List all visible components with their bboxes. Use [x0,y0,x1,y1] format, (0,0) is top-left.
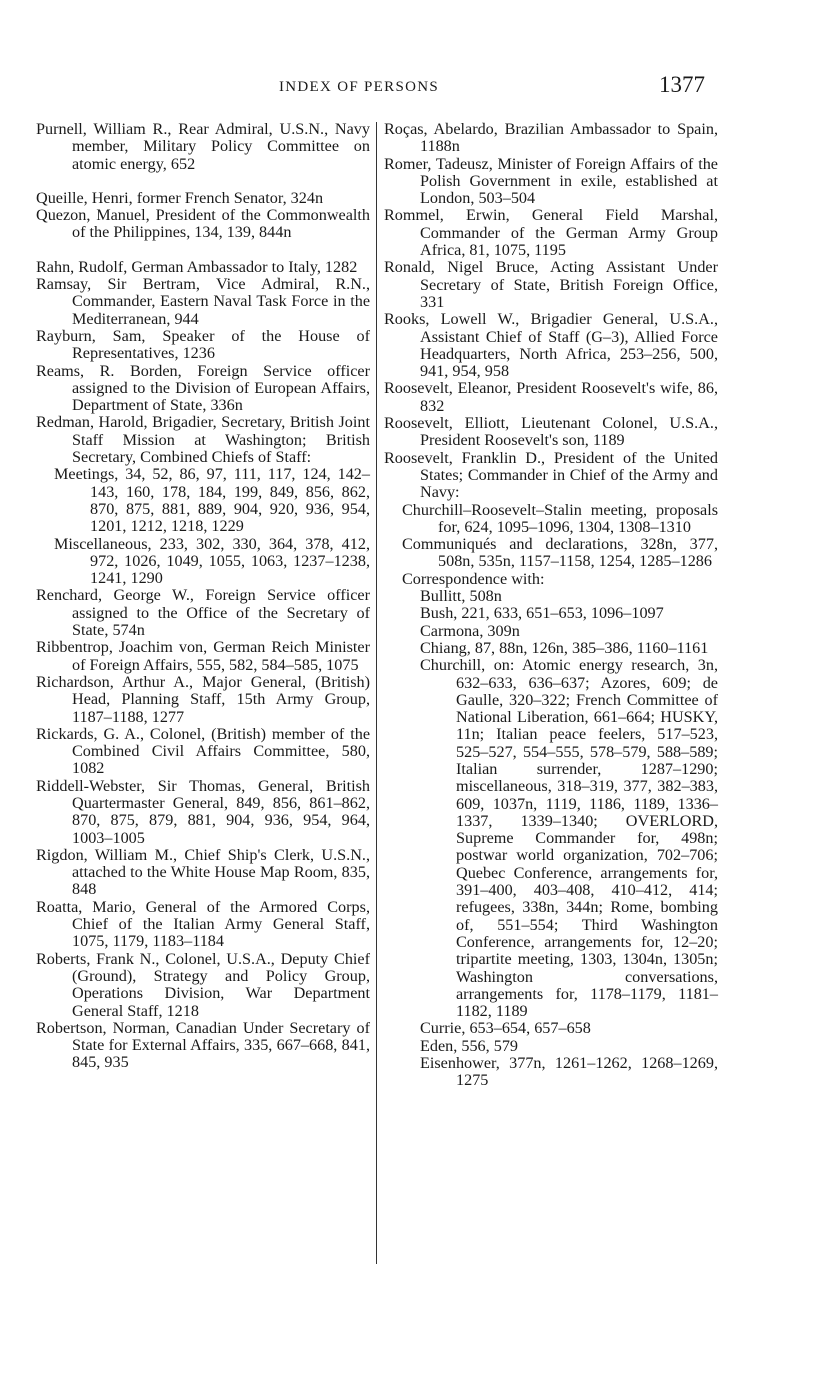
index-subsubentry: Carmona, 309n [420,621,520,640]
index-entry: Roosevelt, Franklin D., President of the United States; Commander in Chief of the Army and Navy: [384,448,718,502]
index-entry: Robertson, Norman, Canadian Under Secretary of State for External Affairs, 335, 667–668, 841, 845, 935 [36,1018,370,1072]
index-entry: Roberts, Frank N., Colonel, U.S.A., Deputy Chief (Ground), Strategy and Policy Group, Operations Division, War Department General Staff, 1218 [36,949,370,1020]
index-entry: Roosevelt, Eleanor, President Roosevelt's wife, 86, 832 [384,379,718,415]
page-number: 1377 [659,72,705,97]
index-entry: Rigdon, William M., Chief Ship's Clerk, U.S.N., attached to the White House Map Room, 835, 848 [36,845,370,899]
index-entry: Purnell, William R., Rear Admiral, U.S.N., Navy member, Military Policy Committee on atomic energy, 652 [36,120,370,173]
index-entry: Ramsay, Sir Bertram, Vice Admiral, R.N., Commander, Eastern Naval Task Force in the Mediterranean, 944 [36,275,370,328]
index-subsubentry: Chiang, 87, 88n, 126n, 385–386, 1160–1161 [420,638,709,657]
index-subentry: Miscellaneous, 233, 302, 330, 364, 378, 412, 972, 1026, 1049, 1055, 1063, 1237–1238, 1241, 1290 [54,534,370,588]
index-entry: Rickards, G. A., Colonel, (British) member of the Combined Civil Affairs Committee, 580, 1082 [36,724,370,778]
index-subentry: Churchill–Roosevelt–Stalin meeting, proposals for, 624, 1095–1096, 1304, 1308–1310 [402,500,718,536]
index-entry: Rayburn, Sam, Speaker of the House of Representatives, 1236 [36,326,370,363]
index-entry: Roosevelt, Elliott, Lieutenant Colonel, U.S.A., President Roosevelt's son, 1189 [384,414,718,450]
index-entry: Romer, Tadeusz, Minister of Foreign Affairs of the Polish Government in exile, established at London, 503–504 [384,154,718,208]
index-subsubentry: Churchill, on: Atomic energy research, 3n, 632–633, 636–637; Azores, 609; de Gaulle, 320–322; French Committee of National Liberation, 661–664; HUSKY, 11n; Italian peace feelers, 517–523, 525–527, 554–555, 578–579, 588–589; Italian surrender, 1287–1290; miscellaneous, 318–319, 377, 382–383, 609, 1037n, 1119, 1186, 1189, 1336–1337, 1339–1340; OVERLORD, Supreme Commander for, 498n; postwar world organization, 702–706; Quebec Conference, arrangements for, 391–400, 403–408, 410–412, 414; refugees, 338n, 344n; Rome, bombing of, 551–554; Third Washington Conference, arrangements for, 12–20; tripartite meeting, 1303, 1304n, 1305n; Washington conversations, arrangements for, 1178–1179, 1181–1182, 1189 [420,656,718,1021]
index-subentry: Meetings, 34, 52, 86, 97, 111, 117, 124, 142–143, 160, 178, 184, 199, 849, 856, 862, 870, 875, 881, 889, 904, 920, 936, 954, 1201, 1212, 1218, 1229 [54,465,370,536]
index-entry: Rommel, Erwin, General Field Marshal, Commander of the German Army Group Africa, 81, 1075, 1195 [384,206,718,260]
index-subsubentry: Bullitt, 508n [420,587,502,606]
running-head: INDEX OF PERSONS [279,79,439,95]
index-entry: Ronald, Nigel Bruce, Acting Assistant Under Secretary of State, British Foreign Office, 331 [384,258,718,311]
index-entry: Renchard, George W., Foreign Service officer assigned to the Office of the Secretary of State, 574n [36,586,370,640]
index-subsubentry: Eisenhower, 377n, 1261–1262, 1268–1269, 1275 [420,1054,718,1090]
index-column-right [384,121,718,1090]
index-entry: Redman, Harold, Brigadier, Secretary, British Joint Staff Mission at Washington; British Secretary, Combined Chiefs of Staff: [36,413,370,467]
column-divider [376,122,377,1264]
index-subentry: Communiqués and declarations, 328n, 377, 508n, 535n, 1157–1158, 1254, 1285–1286 [402,535,718,571]
page-header [0,0,824,110]
index-entry: Queille, Henri, former French Senator, 324n [36,188,324,207]
index-subsubentry: Bush, 221, 633, 651–653, 1096–1097 [420,604,664,623]
index-entry: Richardson, Arthur A., Major General, (British) Head, Planning Staff, 15th Army Group, 1187–1188, 1277 [36,672,370,726]
index-entry: Reams, R. Borden, Foreign Service officer assigned to the Division of European Affairs, Department of State, 336n [36,361,370,415]
index-subsubentry: Currie, 653–654, 657–658 [420,1019,591,1038]
index-subsubentry: Eden, 556, 579 [420,1036,519,1055]
index-entry: Roças, Abelardo, Brazilian Ambassador to Spain, 1188n [384,120,718,156]
index-column-left [36,121,370,1072]
index-entry: Roatta, Mario, General of the Armored Corps, Chief of the Italian Army General Staff, 1075, 1179, 1183–1184 [36,897,370,951]
index-entry: Rooks, Lowell W., Brigadier General, U.S.A., Assistant Chief of Staff (G–3), Allied Force Headquarters, North Africa, 253–256, 500, 941, 954, 958 [384,310,718,381]
index-entry: Quezon, Manuel, President of the Commonwealth of the Philippines, 134, 139, 844n [36,206,370,242]
index-entry: Riddell-Webster, Sir Thomas, General, British Quartermaster General, 849, 856, 861–862, 870, 875, 879, 881, 904, 936, 954, 964, 1003–1005 [36,776,370,847]
index-entry: Ribbentrop, Joachim von, German Reich Minister of Foreign Affairs, 555, 582, 584–585, 1075 [36,638,370,674]
index-entry: Rahn, Rudolf, German Ambassador to Italy, 1282 [36,257,358,276]
index-subentry: Correspondence with: [402,569,545,588]
